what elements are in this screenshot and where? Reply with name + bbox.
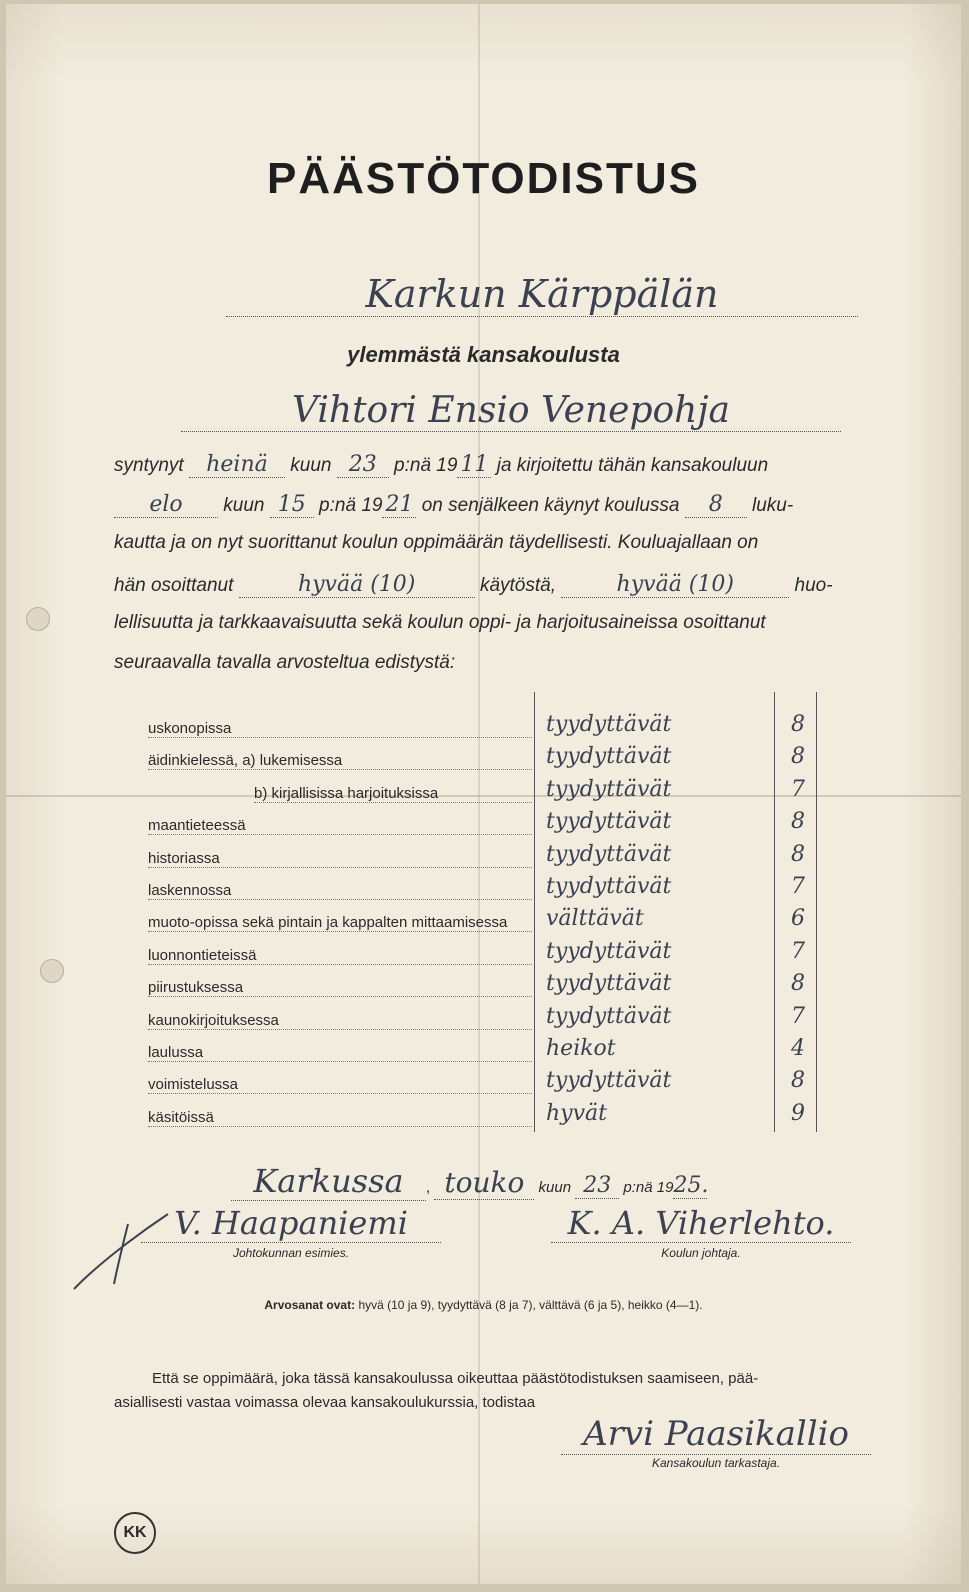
- date-day: 23: [575, 1173, 619, 1199]
- subject-number-grade: 8: [791, 1068, 805, 1093]
- enrol-year-prefix: 19: [361, 495, 383, 516]
- enrol-kuun: kuun: [223, 495, 265, 516]
- signature-flourish: [68, 1204, 178, 1294]
- subject-name: voimistelussa: [148, 1076, 532, 1094]
- punch-hole-lower: [40, 959, 64, 983]
- subject-name: piirustuksessa: [148, 979, 532, 997]
- subject-name: käsitöissä: [148, 1109, 532, 1127]
- subject-number-grade: 8: [791, 712, 805, 737]
- birth-line: [114, 452, 768, 478]
- grades-note-label: Arvosanat ovat:: [264, 1298, 356, 1312]
- subject-name: laskennossa: [148, 882, 532, 900]
- subject-grade: tyydyttävät: [546, 971, 672, 996]
- signature-inspector: Arvi Paasikallio: [561, 1414, 871, 1455]
- printer-mark: KK: [114, 1512, 156, 1554]
- subject-name: b) kirjallisissa harjoituksissa: [254, 785, 532, 803]
- body-line-6: seuraavalla tavalla arvosteltua edistystä:: [114, 652, 456, 673]
- grades-note-text: hyvä (10 ja 9), tyydyttävä (8 ja 7), välttävä (6 ja 5), heikko (4—1).: [358, 1298, 703, 1312]
- subject-grade: tyydyttävät: [546, 1004, 672, 1029]
- student-name: Vihtori Ensio Venepohja: [181, 390, 841, 432]
- subject-name: muoto-opissa sekä pintain ja kappalten mittaamisessa: [148, 914, 532, 932]
- birth-rest: ja kirjoitettu tähän kansakouluun: [496, 455, 769, 476]
- subject-number-grade: 8: [791, 744, 805, 769]
- date-place: Karkussa: [231, 1162, 426, 1201]
- conduct-suffix: huo-: [794, 575, 833, 596]
- school-type: ylemmästä kansakoulusta: [347, 342, 620, 367]
- subject-grade: tyydyttävät: [546, 744, 672, 769]
- subject-name: maantieteessä: [148, 817, 532, 835]
- care-grade: hyvää (10): [561, 572, 789, 598]
- birth-prefix: syntynyt: [114, 455, 184, 476]
- birth-day: 23: [337, 452, 389, 478]
- subject-number-grade: 6: [791, 906, 805, 931]
- birth-kuun: kuun: [290, 455, 332, 476]
- subject-grade: välttävät: [546, 906, 644, 931]
- enrol-month: elo: [114, 492, 218, 518]
- subject-grade: heikot: [546, 1036, 616, 1061]
- subject-number-grade: 4: [791, 1036, 805, 1061]
- subject-grade: hyvät: [546, 1101, 607, 1126]
- subject-grade: tyydyttävät: [546, 712, 672, 737]
- signature-chair-label: Johtokunnan esimies.: [232, 1246, 350, 1260]
- subject-grade: tyydyttävät: [546, 874, 672, 899]
- body-line-3: kautta ja on nyt suorittanut koulun oppimäärän täydellisesti. Kouluajallaan on: [114, 532, 759, 553]
- closing-line-1: Että se oppimäärä, joka tässä kansakoulussa oikeuttaa päästötodistuksen saamiseen, pää-: [152, 1370, 759, 1387]
- subject-name: uskonopissa: [148, 720, 532, 738]
- page-title: PÄÄSTÖTODISTUS: [266, 154, 700, 203]
- certificate-page: [6, 4, 961, 1584]
- conduct-mid: käytöstä,: [479, 575, 556, 596]
- table-divider-middle: [774, 692, 775, 1132]
- date-line: Karkussa , touko kuun 23 p:nä 1925.: [231, 1162, 707, 1201]
- enrol-line: [114, 492, 793, 518]
- conduct-grade: hyvää (10): [239, 572, 475, 598]
- enrol-day: 15: [270, 492, 314, 518]
- subject-grade: tyydyttävät: [546, 1068, 672, 1093]
- subject-number-grade: 7: [791, 777, 805, 802]
- birth-year: 11: [457, 452, 491, 478]
- date-year: 25.: [673, 1173, 709, 1198]
- date-year-prefix: 19: [656, 1179, 674, 1196]
- subject-name: historiassa: [148, 850, 532, 868]
- enrol-year: 21: [382, 492, 416, 518]
- subject-grade: tyydyttävät: [546, 777, 672, 802]
- date-month: touko: [434, 1166, 534, 1200]
- subject-number-grade: 9: [791, 1101, 805, 1126]
- subject-name: kaunokirjoituksessa: [148, 1012, 532, 1030]
- birth-month: heinä: [189, 452, 285, 478]
- school-name: Karkun Kärppälän: [226, 272, 858, 317]
- enrol-pna: p:nä: [319, 495, 357, 516]
- subject-number-grade: 8: [791, 971, 805, 996]
- birth-year-prefix: 19: [436, 455, 458, 476]
- subject-name: luonnontieteissä: [148, 947, 532, 965]
- table-divider-left: [534, 692, 535, 1132]
- subject-name: äidinkielessä, a) lukemisessa: [148, 752, 532, 770]
- subject-grade: tyydyttävät: [546, 809, 672, 834]
- enrol-suffix: luku-: [752, 495, 794, 516]
- body-line-5: lellisuutta ja tarkkaavaisuutta sekä koulun oppi- ja harjoitusaineissa osoittanut: [114, 612, 766, 633]
- subject-number-grade: 7: [791, 939, 805, 964]
- table-divider-right: [816, 692, 817, 1132]
- signature-chair: V. Haapaniemi: [141, 1204, 441, 1243]
- subject-number-grade: 8: [791, 842, 805, 867]
- conduct-line: [114, 572, 833, 598]
- enrol-mid: on senjälkeen käynyt koulussa: [421, 495, 680, 516]
- signature-director-label: Koulun johtaja.: [661, 1246, 741, 1260]
- enrol-years: 8: [685, 492, 747, 518]
- conduct-prefix: hän osoittanut: [114, 575, 234, 596]
- subject-grade: tyydyttävät: [546, 939, 672, 964]
- subject-number-grade: 7: [791, 1004, 805, 1029]
- subject-grade: tyydyttävät: [546, 842, 672, 867]
- subject-number-grade: 8: [791, 809, 805, 834]
- signature-director: K. A. Viherlehto.: [551, 1204, 851, 1243]
- date-kuun: kuun: [538, 1179, 572, 1196]
- grades-note: [6, 1298, 961, 1312]
- subject-number-grade: 7: [791, 874, 805, 899]
- signature-inspector-label: Kansakoulun tarkastaja.: [651, 1456, 781, 1470]
- closing-line-2: asiallisesti vastaa voimassa olevaa kansakoulukurssia, todistaa: [114, 1394, 536, 1411]
- date-pna: p:nä: [623, 1179, 653, 1196]
- punch-hole-upper: [26, 607, 50, 631]
- subject-name: laulussa: [148, 1044, 532, 1062]
- birth-pna: p:nä: [394, 455, 432, 476]
